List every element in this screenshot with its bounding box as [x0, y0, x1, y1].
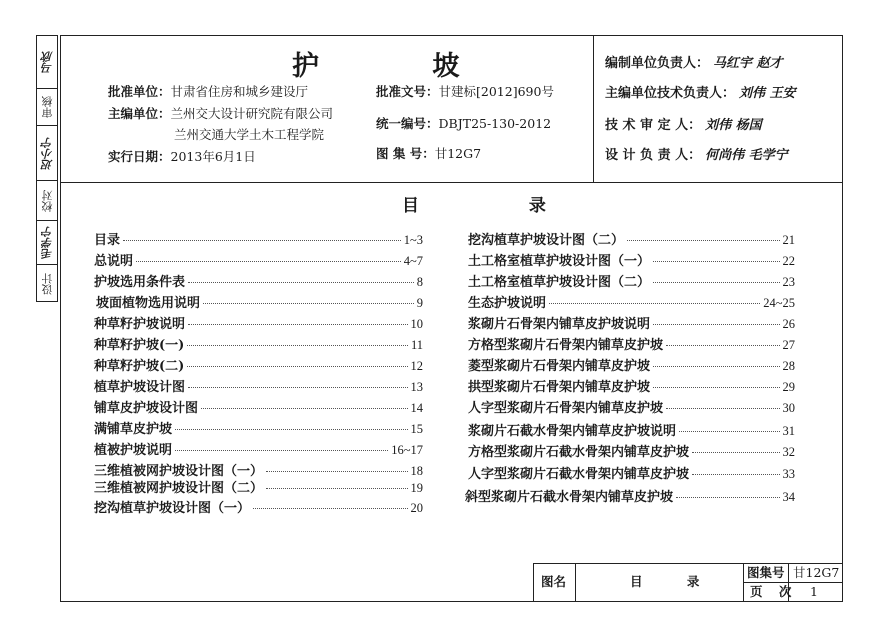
toc-leader	[666, 408, 779, 409]
atlas-no-label: 图 集 号：	[376, 146, 435, 161]
toc-item-title: 拱型浆砌片石骨架内铺草皮护坡	[468, 380, 651, 395]
unified-no-label: 统一编号：	[376, 116, 439, 131]
toc-item-title: 种草籽护坡说明	[94, 317, 186, 332]
toc-leader	[653, 387, 779, 388]
toc-item-page: 32	[782, 445, 795, 459]
toc-item-title: 人字型浆砌片石骨架内铺草皮护坡	[468, 401, 664, 416]
toc-leader	[188, 324, 407, 325]
signature-label: 设 计 负 责 人：	[605, 148, 702, 163]
toc-item-page: 19	[410, 481, 423, 495]
signature-row-compiler	[605, 52, 783, 71]
approval-unit	[108, 86, 308, 99]
toc-item-page: 24~25	[763, 296, 795, 310]
page-no-label: 页 次	[750, 584, 798, 599]
toc-leader	[549, 303, 760, 304]
toc-leader	[266, 488, 407, 489]
toc-leader	[666, 345, 779, 346]
toc-leader	[188, 282, 414, 283]
title-block-top-border	[533, 563, 843, 564]
signature-label: 编制单位负责人：	[605, 56, 710, 71]
atlas-no-value: 甘12G7	[434, 146, 482, 161]
toc-item-title: 浆砌片石骨架内铺草皮护坡说明	[468, 317, 651, 332]
title-block-left-border	[533, 563, 534, 602]
toc-leader	[123, 240, 401, 241]
toc-item[interactable]	[468, 229, 795, 249]
toc-item-page: 26	[782, 317, 795, 331]
toc-item-page: 23	[782, 275, 795, 289]
toc-leader	[175, 450, 388, 451]
toc-item-page: 11	[410, 338, 423, 352]
approval-no	[376, 86, 554, 99]
toc-leader	[203, 303, 414, 304]
checker-label: 校对	[40, 189, 54, 212]
atlas-no	[376, 148, 481, 161]
toc-item-page: 22	[782, 254, 795, 268]
toc-title: 目 录	[402, 196, 598, 216]
header-vertical-divider	[593, 35, 594, 182]
toc-item[interactable]	[94, 334, 423, 354]
effective-date	[108, 151, 256, 164]
approval-unit-value: 甘肃省住房和城乡建设厅	[170, 84, 309, 99]
approval-no-label: 批准文号：	[376, 84, 439, 99]
handwritten-signature: 何尚伟 毛学宁	[705, 148, 788, 163]
toc-item[interactable]	[468, 250, 795, 270]
toc-item[interactable]	[94, 313, 423, 333]
toc-item-page: 12	[410, 359, 423, 373]
toc-item-page: 30	[782, 401, 795, 415]
title-block-row-divider	[743, 582, 843, 583]
checker-signature-cell	[37, 126, 57, 181]
toc-item-page: 10	[410, 317, 423, 331]
toc-item[interactable]	[468, 292, 795, 312]
toc-item-title: 坡面植物选用说明	[96, 296, 201, 311]
toc-item-title: 生态护坡说明	[468, 296, 547, 311]
toc-item-page: 15	[410, 422, 423, 436]
toc-item-title: 植被护坡说明	[94, 443, 173, 458]
signature-row-design-lead	[605, 144, 788, 163]
reviewer-signature: 马欣	[40, 51, 54, 73]
page-title: 护 坡	[292, 51, 512, 82]
toc-item[interactable]	[468, 334, 795, 354]
toc-item-title: 斜型浆砌片石截水骨架内铺草皮护坡	[465, 490, 674, 505]
toc-item-title: 三维植被网护坡设计图（二）	[94, 481, 264, 496]
toc-item[interactable]	[468, 355, 795, 375]
toc-item[interactable]	[468, 463, 795, 483]
signature-label: 技 术 审 定 人：	[605, 118, 702, 133]
toc-leader	[653, 261, 779, 262]
toc-item[interactable]	[465, 486, 795, 506]
toc-item-title: 挖沟植草护坡设计图（二）	[468, 233, 625, 248]
toc-item-page: 18	[410, 464, 423, 478]
toc-item-page: 4~7	[403, 254, 423, 268]
toc-leader	[692, 474, 779, 475]
toc-item-title: 铺草皮护坡设计图	[94, 401, 199, 416]
toc-leader	[136, 261, 401, 262]
toc-item-page: 33	[782, 467, 795, 481]
toc-leader	[653, 324, 779, 325]
toc-leader	[188, 387, 407, 388]
toc-leader	[253, 508, 407, 509]
title-block-divider	[575, 563, 576, 602]
toc-item-title: 土工格室植草护坡设计图（二）	[468, 275, 651, 290]
toc-item-title: 种草籽护坡(二)	[94, 359, 185, 374]
toc-item[interactable]	[94, 229, 423, 249]
toc-leader	[676, 497, 779, 498]
page-no-value: 1	[810, 584, 818, 599]
toc-item-title: 土工格室植草护坡设计图（一）	[468, 254, 651, 269]
toc-item-page: 28	[782, 359, 795, 373]
toc-leader	[627, 240, 779, 241]
toc-item-title: 方格型浆砌片石骨架内铺草皮护坡	[468, 338, 664, 353]
signature-row-tech-review	[605, 114, 762, 133]
signature-label: 主编单位技术负责人：	[605, 86, 736, 101]
signature-row-tech-lead	[605, 82, 796, 101]
handwritten-signature: 马红宇 赵才	[713, 56, 783, 71]
atlas-no-block-label: 图集号	[747, 565, 785, 580]
approval-no-value: 甘建标[2012]690号	[438, 84, 554, 99]
effective-date-label: 实行日期：	[108, 149, 171, 164]
toc-leader	[175, 429, 407, 430]
toc-item-page: 8	[416, 275, 423, 289]
toc-item-page: 21	[782, 233, 795, 247]
drawing-name-label: 图名	[541, 574, 567, 589]
toc-item-title: 方格型浆砌片石截水骨架内铺草皮护坡	[468, 445, 690, 460]
toc-item[interactable]	[94, 355, 423, 375]
toc-item[interactable]	[468, 441, 795, 461]
toc-item-title: 满铺草皮护坡	[94, 422, 173, 437]
handwritten-signature: 刘伟 杨国	[705, 118, 762, 133]
toc-leader	[653, 366, 779, 367]
toc-leader	[187, 345, 408, 346]
header-divider	[60, 182, 843, 183]
toc-item-title: 总说明	[94, 254, 134, 269]
toc-item[interactable]	[94, 271, 423, 291]
toc-leader	[679, 431, 779, 432]
chief-unit-label: 主编单位：	[108, 106, 171, 121]
toc-item-title: 菱型浆砌片石骨架内铺草皮护坡	[468, 359, 651, 374]
toc-item[interactable]	[468, 313, 795, 333]
drawing-name-value: 目 录	[630, 574, 720, 589]
chief-unit	[108, 108, 333, 121]
toc-item[interactable]	[96, 292, 423, 312]
effective-date-value: 2013年6月1日	[170, 149, 256, 164]
toc-item-title: 植草护坡设计图	[94, 380, 186, 395]
checker-signature: 迟小宁	[40, 136, 54, 170]
designer-signature-cell	[37, 221, 57, 265]
toc-leader	[187, 366, 407, 367]
reviewer-label: 审核	[40, 96, 54, 118]
toc-item-page: 20	[410, 501, 423, 515]
chief-unit-value-2: 兰州交通大学土木工程学院	[174, 127, 325, 142]
toc-item[interactable]	[94, 376, 423, 396]
reviewer-label-cell	[37, 89, 57, 126]
toc-item[interactable]	[94, 477, 423, 497]
toc-item[interactable]	[94, 439, 423, 459]
toc-item-page: 29	[782, 380, 795, 394]
toc-leader	[653, 282, 779, 283]
designer-signature: 毛学宁	[40, 226, 54, 259]
toc-item-page: 31	[782, 424, 795, 438]
toc-leader	[692, 452, 779, 453]
toc-item[interactable]	[94, 250, 423, 270]
checker-label-cell	[37, 181, 57, 221]
toc-item-title: 种草籽护坡(一)	[94, 338, 185, 353]
toc-item-title: 护坡选用条件表	[94, 275, 186, 290]
toc-item[interactable]	[468, 397, 795, 417]
toc-item-page: 16~17	[391, 443, 423, 457]
toc-item[interactable]	[468, 420, 795, 440]
toc-item-title: 人字型浆砌片石截水骨架内铺草皮护坡	[468, 467, 690, 482]
toc-item-page: 14	[410, 401, 423, 415]
toc-item[interactable]	[468, 271, 795, 291]
approval-unit-label: 批准单位：	[108, 84, 171, 99]
toc-item-page: 9	[416, 296, 423, 310]
toc-item-page: 34	[782, 490, 795, 504]
toc-item-title: 目录	[94, 233, 121, 248]
toc-leader	[201, 408, 407, 409]
toc-item[interactable]	[468, 376, 795, 396]
toc-item[interactable]	[94, 397, 423, 417]
toc-item-title: 三维植被网护坡设计图（一）	[94, 464, 264, 479]
reviewer-signature-cell	[37, 36, 57, 89]
toc-item-title: 浆砌片石截水骨架内铺草皮护坡说明	[468, 424, 677, 439]
designer-label: 设计	[40, 273, 54, 295]
toc-item-page: 27	[782, 338, 795, 352]
toc-item-page: 13	[410, 380, 423, 394]
toc-leader	[266, 471, 407, 472]
toc-item-title: 挖沟植草护坡设计图（一）	[94, 501, 251, 516]
toc-item-page: 1~3	[403, 233, 423, 247]
handwritten-signature: 刘伟 王安	[739, 86, 796, 101]
chief-unit-value-1: 兰州交大设计研究院有限公司	[170, 106, 334, 121]
toc-item[interactable]	[94, 497, 423, 517]
designer-label-cell	[37, 265, 57, 303]
unified-no	[376, 118, 551, 131]
signature-strip	[36, 35, 58, 302]
unified-no-value: DBJT25-130-2012	[438, 116, 552, 131]
atlas-no-block-value: 甘12G7	[793, 565, 840, 580]
toc-item[interactable]	[94, 418, 423, 438]
